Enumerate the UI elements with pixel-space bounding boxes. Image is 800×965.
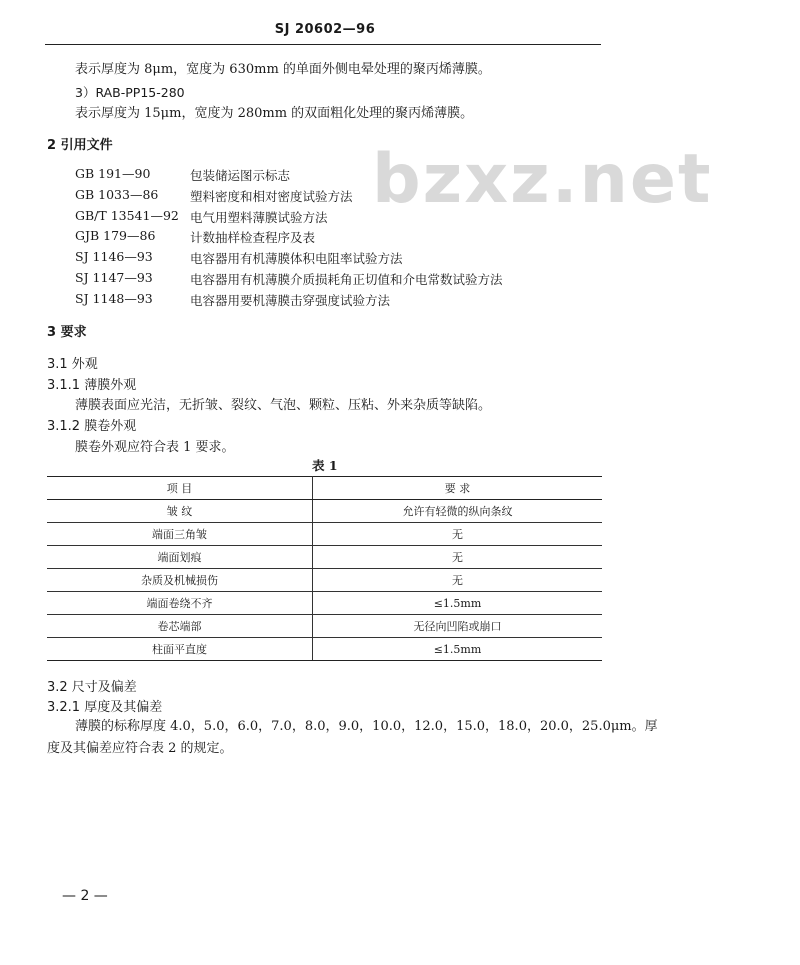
table-cell-item: 卷芯端部 bbox=[47, 615, 313, 638]
header-rule bbox=[45, 44, 601, 45]
table-cell-requirement: ≤1.5mm bbox=[313, 592, 603, 615]
section-3-1-heading: 3.1 外观 bbox=[47, 357, 98, 372]
table-cell-item: 端面划痕 bbox=[47, 546, 313, 569]
ref-title: 电容器用有机薄膜介质损耗角正切值和介电常数试验方法 bbox=[190, 272, 503, 287]
table-cell-requirement: 无 bbox=[313, 523, 603, 546]
ref-code: GB 1033—86 bbox=[75, 187, 159, 202]
section-3-2-1-text-line-2: 度及其偏差应符合表 2 的规定。 bbox=[47, 741, 233, 756]
ref-title: 电气用塑料薄膜试验方法 bbox=[190, 210, 328, 225]
ref-code: SJ 1148—93 bbox=[75, 291, 153, 306]
table-cell-requirement: 无径向凹陷或崩口 bbox=[313, 615, 603, 638]
page-number: — 2 — bbox=[62, 888, 108, 904]
section-3-2-1-text-line-1: 薄膜的标称厚度 4.0，5.0，6.0，7.0，8.0，9.0，10.0，12.0，15.0，18.0，20.0，25.0μm。厚 bbox=[75, 719, 658, 734]
requirements-table bbox=[47, 476, 602, 661]
section-2-heading: 2 引用文件 bbox=[47, 138, 113, 153]
section-3-heading: 3 要求 bbox=[47, 325, 87, 340]
table-row bbox=[47, 615, 602, 638]
column-header-requirement: 要 求 bbox=[313, 477, 603, 500]
table-row bbox=[47, 569, 602, 592]
intro-line-3: 表示厚度为 15μm，宽度为 280mm 的双面粗化处理的聚丙烯薄膜。 bbox=[75, 106, 474, 121]
ref-code: SJ 1147—93 bbox=[75, 270, 153, 285]
ref-title: 包装储运图示标志 bbox=[190, 168, 291, 183]
section-3-1-2-text: 膜卷外观应符合表 1 要求。 bbox=[75, 440, 235, 455]
ref-title: 计数抽样检查程序及表 bbox=[190, 230, 316, 245]
ref-title: 电容器用有机薄膜体积电阻率试验方法 bbox=[190, 251, 403, 266]
table-header-row bbox=[47, 477, 602, 500]
intro-item-3: 3）RAB-PP15-280 bbox=[75, 85, 185, 100]
standard-code: SJ 20602—96 bbox=[274, 22, 376, 37]
table-cell-item: 端面三角皱 bbox=[47, 523, 313, 546]
ref-code: GB/T 13541—92 bbox=[75, 208, 179, 223]
ref-code: GJB 179—86 bbox=[75, 228, 156, 243]
section-3-1-1-text: 薄膜表面应光洁，无折皱、裂纹、气泡、颗粒、压粘、外来杂质等缺陷。 bbox=[75, 398, 492, 413]
table-row bbox=[47, 523, 602, 546]
table-1-title: 表 1 bbox=[312, 458, 338, 473]
ref-code: GB 191—90 bbox=[75, 166, 151, 181]
table-cell-requirement: 无 bbox=[313, 569, 603, 592]
section-3-1-1-heading: 3.1.1 薄膜外观 bbox=[47, 378, 137, 393]
ref-title: 塑料密度和相对密度试验方法 bbox=[190, 189, 353, 204]
ref-code: SJ 1146—93 bbox=[75, 249, 153, 264]
table-cell-item: 皱 纹 bbox=[47, 500, 313, 523]
table-cell-requirement: 无 bbox=[313, 546, 603, 569]
table-row bbox=[47, 592, 602, 615]
section-3-2-1-heading: 3.2.1 厚度及其偏差 bbox=[47, 700, 163, 715]
table-cell-item: 柱面平直度 bbox=[47, 638, 313, 661]
section-3-1-2-heading: 3.1.2 膜卷外观 bbox=[47, 419, 137, 434]
table-row bbox=[47, 500, 602, 523]
table-cell-requirement: 允许有轻微的纵向条纹 bbox=[313, 500, 603, 523]
table-row bbox=[47, 638, 602, 661]
ref-title: 电容器用要机薄膜击穿强度试验方法 bbox=[190, 293, 391, 308]
section-3-2-heading: 3.2 尺寸及偏差 bbox=[47, 680, 137, 695]
table-cell-item: 杂质及机械损伤 bbox=[47, 569, 313, 592]
intro-line-1: 表示厚度为 8μm，宽度为 630mm 的单面外侧电晕处理的聚丙烯薄膜。 bbox=[75, 62, 491, 77]
table-row bbox=[47, 546, 602, 569]
column-header-item: 项 目 bbox=[47, 477, 313, 500]
table-cell-item: 端面卷绕不齐 bbox=[47, 592, 313, 615]
table-cell-requirement: ≤1.5mm bbox=[313, 638, 603, 661]
watermark: bzxz.net bbox=[372, 140, 713, 219]
